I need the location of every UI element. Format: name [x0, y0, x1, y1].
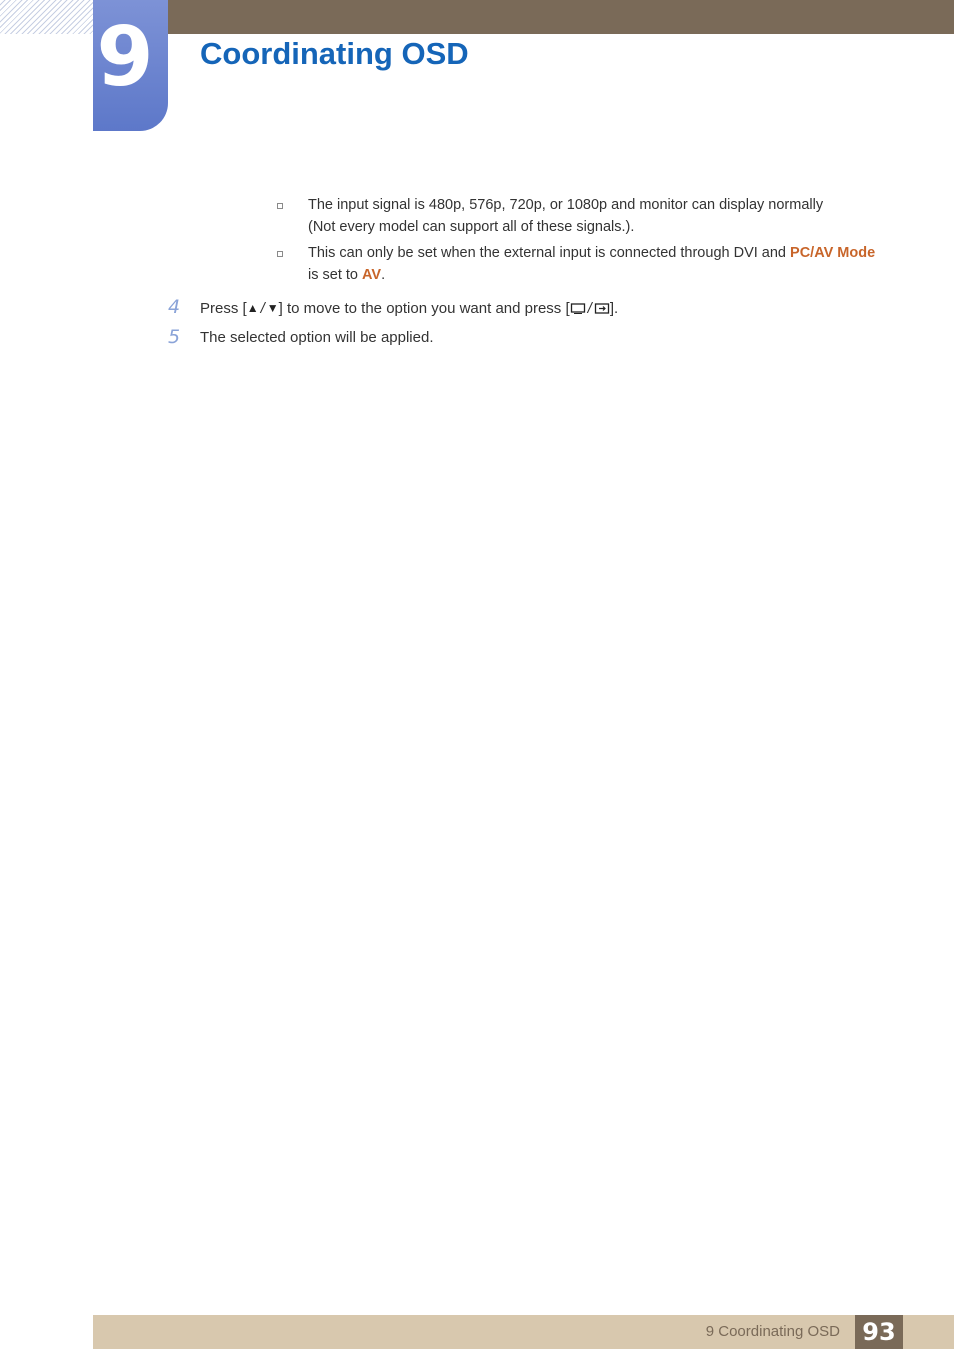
header-bar — [168, 0, 954, 34]
step-text: ]. — [609, 300, 619, 317]
source-button-icon — [594, 303, 610, 314]
note-dvi-condition — [308, 242, 898, 286]
step-text: Press [ — [200, 300, 247, 317]
separator: / — [260, 300, 265, 317]
menu-reference-pc-av-mode: PC/AV Mode — [790, 245, 876, 261]
page-title: Coordinating OSD — [200, 36, 469, 71]
footer-chapter-label: 9 Coordinating OSD — [705, 1323, 840, 1340]
note-line — [308, 264, 898, 286]
chapter-number: 9 — [96, 10, 154, 105]
step-instruction — [200, 297, 900, 320]
page-number: 93 — [862, 1318, 896, 1346]
step-number: 5 — [168, 326, 181, 348]
enter-button-icon — [570, 303, 586, 314]
note-line: (Not every model can support all of these signals.). — [308, 219, 635, 235]
note-line — [308, 242, 898, 264]
note-text: . — [381, 267, 386, 283]
note-text: This can only be set when the external input is connected through DVI and — [308, 245, 791, 261]
note-text: is set to — [308, 267, 362, 283]
note-bullet-icon — [277, 203, 283, 209]
step-text: ] to move to the option you want and press [ — [278, 300, 570, 317]
header-hatch-pattern — [0, 0, 93, 34]
note-bullet-icon — [277, 251, 283, 257]
menu-reference-av: AV — [362, 267, 382, 283]
down-arrow-icon: ▼ — [266, 301, 279, 315]
up-arrow-icon: ▲ — [246, 301, 259, 315]
separator: / — [587, 300, 592, 317]
step-number: 4 — [168, 296, 181, 318]
step-instruction: The selected option will be applied. — [200, 329, 434, 346]
note-line: The input signal is 480p, 576p, 720p, or 1080p and monitor can display normally — [308, 197, 824, 213]
note-input-signal — [308, 194, 898, 238]
